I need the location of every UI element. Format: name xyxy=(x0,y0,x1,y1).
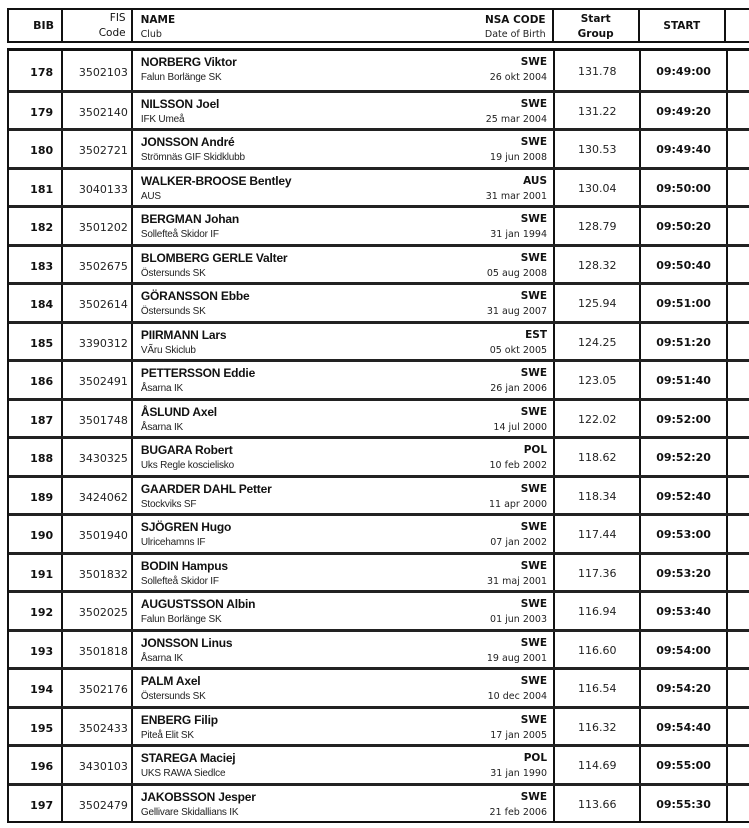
start-time: 09:49:20 xyxy=(641,93,727,129)
extra-column xyxy=(728,747,749,783)
athlete-name: NORBERG Viktor xyxy=(140,55,237,69)
athlete-club: Falun Borlänge SK xyxy=(140,614,222,625)
start-group: 116.54 xyxy=(555,670,641,706)
date-of-birth: 31 jan 1994 xyxy=(490,229,548,240)
extra-column xyxy=(728,516,749,552)
athlete-name: GÖRANSSON Ebbe xyxy=(140,289,250,303)
athlete-name: JONSSON Linus xyxy=(140,635,233,650)
header-date-of-birth: Date of Birth xyxy=(484,29,546,40)
nsa-code: AUS xyxy=(523,174,548,187)
athlete-name: AUGUSTSSON Albin xyxy=(140,597,256,611)
table-row xyxy=(9,51,749,90)
extra-column xyxy=(728,208,749,244)
start-list-page xyxy=(7,8,749,823)
fis-code: 3502025 xyxy=(63,593,133,629)
nsa-code: SWE xyxy=(520,713,548,726)
bib-number: 188 xyxy=(9,439,63,475)
header-nsa-code: NSA CODE xyxy=(484,14,546,26)
date-of-birth: 07 jan 2002 xyxy=(490,537,548,548)
extra-column xyxy=(728,131,749,167)
extra-column xyxy=(728,709,749,745)
nsa-code: SWE xyxy=(520,482,548,495)
header-name: NAME xyxy=(140,14,176,26)
fis-code: 3501940 xyxy=(63,516,133,552)
start-group: 128.32 xyxy=(555,247,641,283)
athlete-cell xyxy=(133,247,555,283)
date-of-birth: 26 jan 2006 xyxy=(490,383,548,394)
start-group: 122.02 xyxy=(555,401,641,437)
athlete-name: PETTERSSON Eddie xyxy=(140,366,256,380)
athlete-club: UKS RAWA Siedlce xyxy=(140,768,226,779)
start-group: 114.69 xyxy=(555,747,641,783)
nsa-code: SWE xyxy=(520,636,548,649)
fis-code: 3502675 xyxy=(63,247,133,283)
fis-code: 3390312 xyxy=(63,324,133,360)
header-fis-line2: Code xyxy=(98,27,126,39)
nsa-code: SWE xyxy=(520,290,548,302)
table-row xyxy=(9,128,749,167)
nsa-code: POL xyxy=(523,444,548,456)
fis-code: 3502491 xyxy=(63,362,133,398)
fis-code: 3502614 xyxy=(63,285,133,321)
table-row xyxy=(9,552,749,591)
athlete-name: NILSSON Joel xyxy=(140,96,220,111)
athlete-cell xyxy=(133,593,555,629)
table-row xyxy=(9,359,749,398)
start-time: 09:55:30 xyxy=(641,786,727,822)
table-row xyxy=(9,783,749,822)
nsa-code: SWE xyxy=(520,97,548,110)
athlete-cell xyxy=(133,170,555,206)
athlete-name: JAKOBSSON Jesper xyxy=(140,789,256,804)
athlete-club: Åsarna IK xyxy=(140,652,184,664)
athlete-cell xyxy=(133,786,555,822)
athlete-cell xyxy=(133,93,555,129)
start-time: 09:50:20 xyxy=(641,208,727,244)
nsa-code: EST xyxy=(525,328,548,341)
date-of-birth: 10 dec 2004 xyxy=(487,691,548,702)
extra-column xyxy=(728,670,749,706)
athlete-cell xyxy=(133,362,555,398)
start-group: 118.34 xyxy=(555,478,641,514)
bib-number: 182 xyxy=(9,208,63,244)
bib-number: 185 xyxy=(9,324,63,360)
athlete-cell xyxy=(133,632,555,668)
table-row xyxy=(9,667,749,706)
table-row xyxy=(9,398,749,437)
fis-code: 3501748 xyxy=(63,401,133,437)
table-row xyxy=(9,744,749,783)
athlete-cell xyxy=(133,208,555,244)
athlete-club: Piteå Elit SK xyxy=(140,729,194,741)
fis-code: 3040133 xyxy=(63,170,133,206)
extra-column xyxy=(728,786,749,822)
extra-column xyxy=(728,285,749,321)
nsa-code: SWE xyxy=(520,521,548,533)
start-time: 09:51:20 xyxy=(641,324,727,360)
start-time: 09:52:20 xyxy=(641,439,727,475)
date-of-birth: 11 apr 2000 xyxy=(488,498,548,510)
start-group: 123.05 xyxy=(555,362,641,398)
bib-number: 179 xyxy=(9,93,63,129)
athlete-club: VÃru Skiclub xyxy=(140,344,196,356)
table-row xyxy=(9,436,749,475)
bib-number: 196 xyxy=(9,747,63,783)
header-start-group-line2: Group xyxy=(577,28,614,40)
fis-code: 3430325 xyxy=(63,439,133,475)
bib-number: 192 xyxy=(9,593,63,629)
start-time: 09:54:00 xyxy=(641,632,727,668)
athlete-name: BUGARA Robert xyxy=(140,443,233,457)
fis-code: 3502140 xyxy=(63,93,133,129)
date-of-birth: 19 aug 2001 xyxy=(486,652,548,664)
bib-number: 197 xyxy=(9,786,63,822)
athlete-cell xyxy=(133,516,555,552)
start-group: 118.62 xyxy=(555,439,641,475)
athlete-cell xyxy=(133,555,555,591)
fis-code: 3502176 xyxy=(63,670,133,706)
header-start-group-line1: Start xyxy=(580,13,611,25)
athlete-club: AUS xyxy=(140,190,161,202)
nsa-code: SWE xyxy=(520,675,548,687)
athlete-cell xyxy=(133,401,555,437)
athlete-club: Ulricehamns IF xyxy=(140,537,206,548)
extra-column xyxy=(728,632,749,668)
fis-code: 3430103 xyxy=(63,747,133,783)
athlete-name: PALM Axel xyxy=(140,674,201,688)
nsa-code: SWE xyxy=(520,251,548,264)
bib-number: 187 xyxy=(9,401,63,437)
bib-number: 180 xyxy=(9,131,63,167)
start-group: 124.25 xyxy=(555,324,641,360)
athlete-cell xyxy=(133,439,555,475)
table-row xyxy=(9,590,749,629)
table-row xyxy=(9,90,749,129)
table-row xyxy=(9,629,749,668)
header-bib: BIB xyxy=(9,10,63,41)
athlete-cell xyxy=(133,670,555,706)
extra-column xyxy=(728,439,749,475)
athlete-name: BODIN Hampus xyxy=(140,558,228,573)
bib-number: 190 xyxy=(9,516,63,552)
extra-column xyxy=(728,555,749,591)
athlete-cell xyxy=(133,131,555,167)
date-of-birth: 10 feb 2002 xyxy=(489,460,548,471)
extra-column xyxy=(728,593,749,629)
nsa-code: SWE xyxy=(520,136,548,148)
athlete-cell xyxy=(133,324,555,360)
header-fis-code xyxy=(63,10,133,41)
bib-number: 191 xyxy=(9,555,63,591)
athlete-name: STAREGA Maciej xyxy=(140,751,236,765)
athlete-club: Stockviks SF xyxy=(140,498,197,510)
table-row xyxy=(9,475,749,514)
athlete-cell xyxy=(133,709,555,745)
athlete-club: Falun Borlänge SK xyxy=(140,72,222,83)
date-of-birth: 05 aug 2008 xyxy=(486,267,548,279)
header-club: Club xyxy=(140,29,162,40)
table-row xyxy=(9,205,749,244)
fis-code: 3502433 xyxy=(63,709,133,745)
athlete-club: IFK Umeå xyxy=(140,113,185,125)
table-row xyxy=(9,513,749,552)
start-time: 09:54:40 xyxy=(641,709,727,745)
athlete-name: WALKER-BROOSE Bentley xyxy=(140,173,292,188)
athlete-name: ÅSLUND Axel xyxy=(140,404,217,419)
header-name-club xyxy=(133,10,554,41)
bib-number: 184 xyxy=(9,285,63,321)
nsa-code: SWE xyxy=(520,213,548,225)
start-time: 09:52:00 xyxy=(641,401,727,437)
bib-number: 183 xyxy=(9,247,63,283)
athlete-name: PIIRMANN Lars xyxy=(140,327,227,342)
athlete-club: Uks Regle koscielisko xyxy=(140,460,234,471)
start-group: 116.32 xyxy=(555,709,641,745)
athlete-club: Sollefteå Skidor IF xyxy=(140,229,219,240)
start-group: 130.53 xyxy=(555,131,641,167)
bib-number: 195 xyxy=(9,709,63,745)
fis-code: 3501202 xyxy=(63,208,133,244)
nsa-code: SWE xyxy=(520,559,548,572)
fis-code: 3501818 xyxy=(63,632,133,668)
athlete-club: Östersunds SK xyxy=(140,691,206,702)
nsa-code: SWE xyxy=(520,405,548,418)
athlete-cell xyxy=(133,478,555,514)
nsa-code: SWE xyxy=(520,790,548,803)
start-time: 09:55:00 xyxy=(641,747,727,783)
date-of-birth: 31 mar 2001 xyxy=(485,190,548,202)
start-group: 130.04 xyxy=(555,170,641,206)
table-row xyxy=(9,167,749,206)
extra-column xyxy=(728,478,749,514)
start-time: 09:53:00 xyxy=(641,516,727,552)
start-time: 09:54:20 xyxy=(641,670,727,706)
start-group: 116.94 xyxy=(555,593,641,629)
athlete-cell xyxy=(133,747,555,783)
athlete-club: Åsarna IK xyxy=(140,383,184,394)
start-time: 09:51:40 xyxy=(641,362,727,398)
start-group: 117.44 xyxy=(555,516,641,552)
start-list-table xyxy=(7,48,749,823)
header-start: START xyxy=(640,10,726,41)
bib-number: 181 xyxy=(9,170,63,206)
start-time: 09:53:20 xyxy=(641,555,727,591)
bib-number: 193 xyxy=(9,632,63,668)
extra-column xyxy=(728,401,749,437)
start-time: 09:49:00 xyxy=(641,51,727,90)
extra-column xyxy=(728,324,749,360)
start-group: 117.36 xyxy=(555,555,641,591)
athlete-club: Strömnäs GIF Skidklubb xyxy=(140,152,245,163)
table-row xyxy=(9,321,749,360)
fis-code: 3502479 xyxy=(63,786,133,822)
fis-code: 3424062 xyxy=(63,478,133,514)
start-group: 125.94 xyxy=(555,285,641,321)
athlete-club: Gellivare Skidallians IK xyxy=(140,806,239,818)
athlete-cell xyxy=(133,51,555,90)
start-group: 116.60 xyxy=(555,632,641,668)
extra-column xyxy=(728,362,749,398)
start-time: 09:50:40 xyxy=(641,247,727,283)
athlete-cell xyxy=(133,285,555,321)
table-header xyxy=(7,8,749,43)
date-of-birth: 17 jan 2005 xyxy=(490,729,548,741)
athlete-name: GAARDER DAHL Petter xyxy=(140,481,272,496)
date-of-birth: 31 aug 2007 xyxy=(486,306,548,317)
extra-column xyxy=(728,93,749,129)
header-fis-line1: FIS xyxy=(109,12,126,24)
fis-code: 3502103 xyxy=(63,51,133,90)
athlete-name: JONSSON André xyxy=(140,135,235,149)
athlete-name: SJÖGREN Hugo xyxy=(140,520,232,534)
date-of-birth: 19 jun 2008 xyxy=(490,152,548,163)
header-extra-column xyxy=(726,10,749,41)
athlete-club: Östersunds SK xyxy=(140,306,206,317)
date-of-birth: 25 mar 2004 xyxy=(485,113,548,125)
date-of-birth: 31 maj 2001 xyxy=(487,575,548,587)
table-row xyxy=(9,244,749,283)
start-group: 131.78 xyxy=(555,51,641,90)
athlete-name: BLOMBERG GERLE Valter xyxy=(140,250,288,265)
fis-code: 3501832 xyxy=(63,555,133,591)
header-start-group xyxy=(554,10,640,41)
date-of-birth: 14 jul 2000 xyxy=(493,421,548,433)
start-group: 131.22 xyxy=(555,93,641,129)
date-of-birth: 01 jun 2003 xyxy=(490,614,548,625)
athlete-club: Åsarna IK xyxy=(140,421,184,433)
start-time: 09:51:00 xyxy=(641,285,727,321)
extra-column xyxy=(728,170,749,206)
bib-number: 178 xyxy=(9,51,63,90)
table-row xyxy=(9,282,749,321)
date-of-birth: 26 okt 2004 xyxy=(489,72,548,83)
nsa-code: POL xyxy=(523,752,548,764)
start-group: 113.66 xyxy=(555,786,641,822)
athlete-name: BERGMAN Johan xyxy=(140,212,239,226)
nsa-code: SWE xyxy=(520,367,548,379)
start-group: 128.79 xyxy=(555,208,641,244)
start-time: 09:50:00 xyxy=(641,170,727,206)
nsa-code: SWE xyxy=(520,56,548,68)
start-time: 09:49:40 xyxy=(641,131,727,167)
athlete-name: ENBERG Filip xyxy=(140,712,218,727)
start-time: 09:52:40 xyxy=(641,478,727,514)
table-row xyxy=(9,706,749,745)
start-time: 09:53:40 xyxy=(641,593,727,629)
fis-code: 3502721 xyxy=(63,131,133,167)
bib-number: 194 xyxy=(9,670,63,706)
bib-number: 186 xyxy=(9,362,63,398)
extra-column xyxy=(728,51,749,90)
bib-number: 189 xyxy=(9,478,63,514)
extra-column xyxy=(728,247,749,283)
athlete-club: Östersunds SK xyxy=(140,267,206,279)
date-of-birth: 31 jan 1990 xyxy=(490,768,548,779)
date-of-birth: 21 feb 2006 xyxy=(489,806,548,818)
nsa-code: SWE xyxy=(520,598,548,610)
date-of-birth: 05 okt 2005 xyxy=(489,344,548,356)
athlete-club: Sollefteå Skidor IF xyxy=(140,575,219,587)
